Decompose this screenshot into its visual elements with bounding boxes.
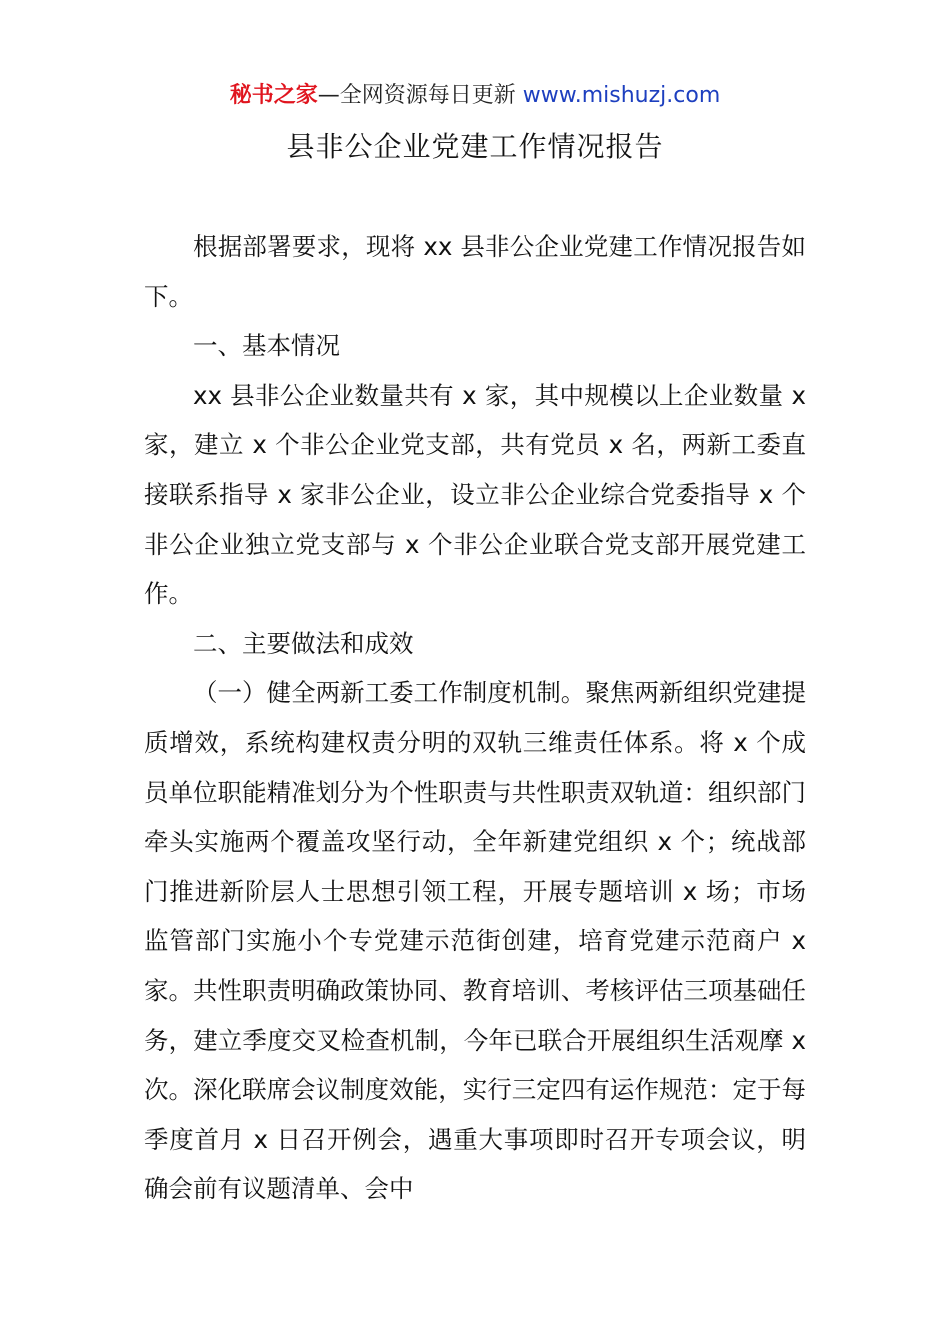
paragraph-practice-one: （一）健全两新工委工作制度机制。聚焦两新组织党建提质增效，系统构建权责分明的双轨三维责任体系。将 x 个成员单位职能精准划分为个性职责与共性职责双轨道：组织部门牵头实施两个覆盖攻坚行动，全年新建党组织 x 个；统战部门推进新阶层人士思想引领工程，开展专题培训 x 场；市场监管部门实施小个专党建示范街创建，培育党建示范商户 x 家。共性职责明确政策协同、教育培训、考核评估三项基础任务，建立季度交叉检查机制，今年已联合开展组织生活观摩 x 次。深化联席会议制度效能，实行三定四有运作规范：定于每季度首月 x 日召开例会，遇重大事项即时召开专项会议，明确会前有议题清单、会中 bbox=[144, 678, 806, 1204]
paragraph-basic-situation: xx 县非公企业数量共有 x 家，其中规模以上企业数量 x 家，建立 x 个非公企业党支部，共有党员 x 名，两新工委直接联系指导 x 家非公企业，设立非公企业综合党委指导 x 个非公企业独立党支部与 x 个非公企业联合党支部开展党建工作。 bbox=[144, 380, 806, 609]
document-body bbox=[144, 222, 806, 1214]
site-header bbox=[0, 80, 950, 112]
header-tagline: —全网资源每日更新 bbox=[317, 83, 523, 108]
site-link[interactable]: www.mishuzj.com bbox=[522, 83, 721, 108]
paragraph-intro: 根据部署要求，现将 xx 县非公企业党建工作情况报告如下。 bbox=[144, 232, 806, 311]
section-heading-practices: 二、主要做法和成效 bbox=[193, 628, 414, 658]
brand-name: 秘书之家 bbox=[229, 83, 318, 108]
section-heading-basic: 一、基本情况 bbox=[193, 331, 340, 361]
document-title: 县非公企业党建工作情况报告 bbox=[286, 130, 664, 163]
